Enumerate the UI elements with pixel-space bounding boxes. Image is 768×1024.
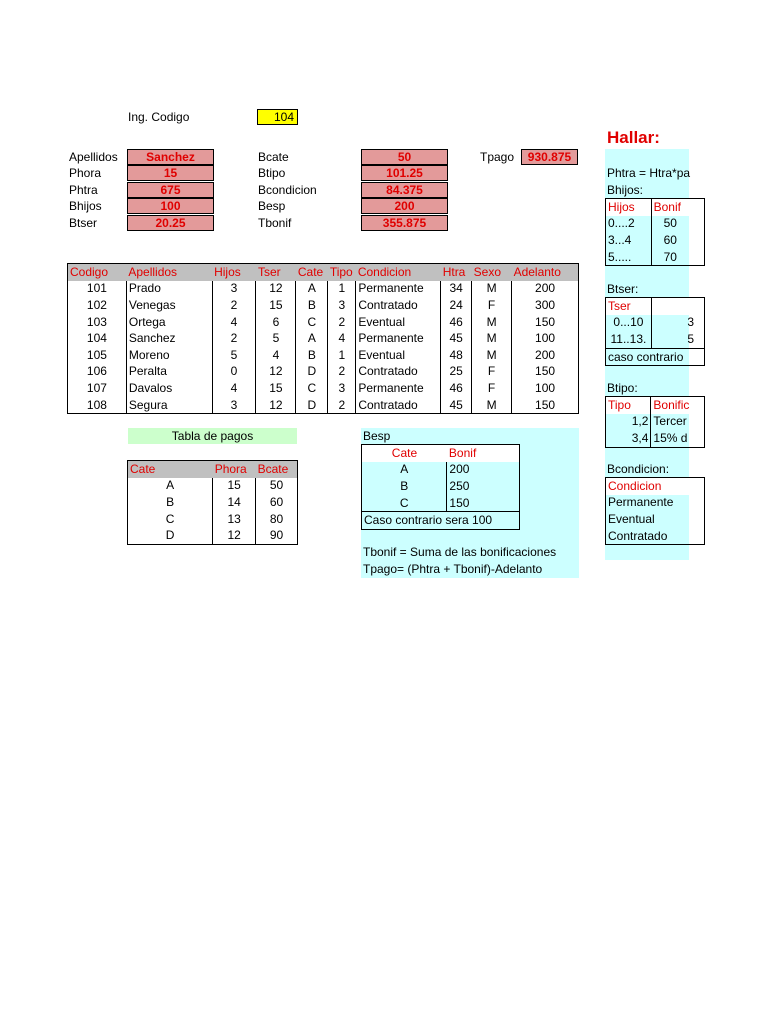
cell[interactable]: 3 xyxy=(212,281,256,298)
result-label: Besp xyxy=(258,199,286,213)
btipo-table xyxy=(605,396,705,448)
tpago-formula: Tpago= (Phtra + Tbonif)-Adelanto xyxy=(363,562,543,576)
cell[interactable]: 50 xyxy=(269,478,284,493)
cell[interactable]: 1,2 xyxy=(606,414,651,431)
col-header: Cate xyxy=(362,445,447,462)
cell[interactable]: 70 xyxy=(663,249,677,264)
cell[interactable]: 3 xyxy=(212,397,256,414)
result-value[interactable]: 355.875 xyxy=(361,215,448,231)
cell[interactable]: 4 xyxy=(212,314,256,331)
table-row xyxy=(68,397,579,414)
cell[interactable]: Segura xyxy=(126,397,212,414)
main-table xyxy=(67,263,579,414)
cell[interactable]: 150 xyxy=(449,495,470,510)
cell[interactable]: 6 xyxy=(256,314,296,331)
table-header-row xyxy=(606,199,705,216)
table-row xyxy=(68,297,579,314)
result-value[interactable]: 101.25 xyxy=(361,165,448,181)
table-row xyxy=(606,430,705,447)
cell[interactable]: 5 xyxy=(212,347,256,364)
cell[interactable]: A xyxy=(128,478,213,495)
cell[interactable]: 46 xyxy=(441,314,472,331)
table-header-row xyxy=(362,445,520,462)
cell[interactable]: Eventual xyxy=(608,511,655,526)
table-row xyxy=(68,364,579,381)
result-label: Apellidos xyxy=(69,150,118,164)
table-row xyxy=(362,512,520,530)
cell[interactable]: D xyxy=(128,527,213,544)
table-row xyxy=(362,462,520,479)
col-header: Tipo xyxy=(606,397,651,414)
result-value[interactable]: 50 xyxy=(361,149,448,165)
cell[interactable]: 3 xyxy=(328,380,356,397)
col-header: Sexo xyxy=(472,264,512,281)
table-row xyxy=(606,511,705,528)
cell[interactable]: 15 xyxy=(213,478,256,495)
cell[interactable]: B xyxy=(296,347,328,364)
btipo-label: Btipo: xyxy=(607,381,638,395)
btser-table xyxy=(605,297,705,366)
cell[interactable]: 50 xyxy=(663,216,677,231)
table-row xyxy=(68,347,579,364)
cell[interactable]: 100 xyxy=(535,380,556,395)
cell[interactable]: 250 xyxy=(449,478,470,493)
bhijos-table xyxy=(605,198,705,266)
pagos-table xyxy=(127,460,298,545)
cell[interactable]: F xyxy=(472,297,512,314)
cell[interactable]: D xyxy=(296,397,328,414)
cell[interactable]: Contratado xyxy=(356,397,441,414)
cell[interactable]: 48 xyxy=(441,347,472,364)
cell[interactable]: 0 xyxy=(212,364,256,381)
pagos-title: Tabla de pagos xyxy=(128,428,297,444)
cell[interactable]: Permanente xyxy=(356,330,441,347)
tbonif-formula: Tbonif = Suma de las bonificaciones xyxy=(363,545,557,559)
cell[interactable]: 100 xyxy=(535,331,556,346)
besp-note: Caso contrario sera 100 xyxy=(364,513,493,528)
table-row xyxy=(606,216,705,233)
table-row xyxy=(606,331,705,348)
cell[interactable]: Permanente xyxy=(356,380,441,397)
col-header: Bonif xyxy=(651,199,704,216)
cell[interactable]: 200 xyxy=(535,347,556,362)
table-row xyxy=(68,314,579,331)
cell[interactable]: 108 xyxy=(68,397,127,414)
table-header-row xyxy=(128,461,298,478)
codigo-input[interactable]: 104 xyxy=(257,109,298,125)
cell[interactable]: 0...10 xyxy=(606,315,652,332)
cell[interactable]: Venegas xyxy=(126,297,212,314)
cell[interactable]: 2 xyxy=(212,297,256,314)
col-header: Cate xyxy=(296,264,328,281)
result-value[interactable]: Sanchez xyxy=(127,149,214,165)
cell[interactable]: 15% d xyxy=(653,430,688,445)
result-label: Btipo xyxy=(258,166,286,180)
cell[interactable]: Contratado xyxy=(356,364,441,381)
table-row xyxy=(606,495,705,512)
bcondicion-label: Bcondicion: xyxy=(607,462,670,476)
table-row xyxy=(606,414,705,431)
tpago-value[interactable]: 930.875 xyxy=(521,149,578,165)
cell[interactable]: B xyxy=(128,494,213,511)
besp-title: Besp xyxy=(363,429,391,443)
cell[interactable]: M xyxy=(472,330,512,347)
cell[interactable]: 45 xyxy=(441,330,472,347)
table-header-row xyxy=(606,478,705,495)
cell[interactable]: 2 xyxy=(328,314,356,331)
cell[interactable]: 5..... xyxy=(606,249,652,266)
cell[interactable]: C xyxy=(296,314,328,331)
col-header: Bonific xyxy=(651,397,705,414)
col-header: Bcate xyxy=(256,461,298,478)
col-header: Condicion xyxy=(606,478,705,495)
cell[interactable]: 3 xyxy=(687,315,694,330)
btser-label: Btser: xyxy=(607,282,639,296)
bhijos-label: Bhijos: xyxy=(607,183,644,197)
col-header: Codigo xyxy=(68,264,127,281)
cell[interactable]: 3,4 xyxy=(606,430,651,447)
cell[interactable]: 46 xyxy=(441,380,472,397)
table-row xyxy=(128,527,298,544)
cell[interactable]: Contratado xyxy=(356,297,441,314)
cell[interactable]: Prado xyxy=(126,281,212,298)
table-row xyxy=(606,528,705,545)
cell[interactable]: Contratado xyxy=(608,528,668,543)
cell[interactable]: 60 xyxy=(663,232,677,247)
tpago-label: Tpago xyxy=(480,150,515,164)
cell[interactable]: Moreno xyxy=(126,347,212,364)
cell[interactable]: C xyxy=(296,380,328,397)
result-value[interactable]: 15 xyxy=(127,165,214,181)
table-row xyxy=(128,478,298,495)
table-row xyxy=(128,494,298,511)
cell[interactable]: 60 xyxy=(269,494,284,509)
cell[interactable]: 102 xyxy=(68,297,127,314)
cell[interactable]: 2 xyxy=(328,364,356,381)
cell[interactable]: 12 xyxy=(256,397,296,414)
cell[interactable]: 150 xyxy=(535,314,556,329)
table-row xyxy=(606,315,705,332)
cell[interactable]: 34 xyxy=(441,281,472,298)
cell[interactable]: B xyxy=(296,297,328,314)
cell[interactable]: 15 xyxy=(256,297,296,314)
cell[interactable]: M xyxy=(472,347,512,364)
cell[interactable]: A xyxy=(296,330,328,347)
table-row xyxy=(128,511,298,528)
result-value[interactable]: 84.375 xyxy=(361,182,448,198)
cell[interactable]: 107 xyxy=(68,380,127,397)
col-header: Tser xyxy=(606,298,652,315)
cell[interactable]: 14 xyxy=(213,494,256,511)
col-header: Tipo xyxy=(328,264,356,281)
cell[interactable]: Peralta xyxy=(126,364,212,381)
cell[interactable]: Sanchez xyxy=(126,330,212,347)
cell[interactable]: 45 xyxy=(441,397,472,414)
cell[interactable]: C xyxy=(362,495,447,512)
cell[interactable]: 106 xyxy=(68,364,127,381)
cell[interactable]: 2 xyxy=(212,330,256,347)
table-row xyxy=(362,495,520,512)
cell[interactable]: 90 xyxy=(269,528,284,543)
cell[interactable]: 5 xyxy=(687,331,694,346)
result-label: Btser xyxy=(69,216,98,230)
cell[interactable]: D xyxy=(296,364,328,381)
table-header-row xyxy=(606,298,705,315)
col-header: Tser xyxy=(256,264,296,281)
cell[interactable]: F xyxy=(472,380,512,397)
result-label: Bcondicion xyxy=(258,183,317,197)
cell[interactable]: 3...4 xyxy=(606,232,652,249)
table-row xyxy=(362,478,520,495)
cell[interactable]: 103 xyxy=(68,314,127,331)
cell[interactable]: 0....2 xyxy=(606,216,652,233)
table-header-row xyxy=(68,264,579,281)
cell[interactable]: 1 xyxy=(328,281,356,298)
result-label: Bhijos xyxy=(69,199,102,213)
phtra-formula: Phtra = Htra*pa xyxy=(607,166,691,180)
cell[interactable]: C xyxy=(128,511,213,528)
cell[interactable]: 12 xyxy=(213,527,256,544)
cell[interactable]: 200 xyxy=(535,281,556,296)
result-label: Phtra xyxy=(69,183,98,197)
col-header: Apellidos xyxy=(126,264,212,281)
col-header: Hijos xyxy=(212,264,256,281)
cell[interactable]: 3 xyxy=(328,297,356,314)
table-row xyxy=(606,348,705,366)
col-header: Adelanto xyxy=(512,264,579,281)
hallar-content xyxy=(605,149,694,560)
cell[interactable]: 25 xyxy=(441,364,472,381)
cell[interactable]: Permanente xyxy=(608,495,674,510)
result-label: Tbonif xyxy=(258,216,292,230)
cell[interactable]: 5 xyxy=(256,330,296,347)
cell[interactable]: Permanente xyxy=(356,281,441,298)
result-value[interactable]: 675 xyxy=(127,182,214,198)
cell[interactable]: 150 xyxy=(535,364,556,379)
table-row xyxy=(68,380,579,397)
btser-note: caso contrario xyxy=(608,349,684,364)
cell[interactable]: M xyxy=(472,314,512,331)
col-header: Htra xyxy=(441,264,472,281)
cell[interactable]: 80 xyxy=(269,511,284,526)
cell[interactable]: 12 xyxy=(256,364,296,381)
col-header: Cate xyxy=(128,461,213,478)
col-header: Phora xyxy=(213,461,256,478)
cell[interactable]: A xyxy=(362,462,447,479)
cell[interactable]: 105 xyxy=(68,347,127,364)
cell[interactable]: 2 xyxy=(328,397,356,414)
cell[interactable]: M xyxy=(472,397,512,414)
cell[interactable]: 150 xyxy=(535,397,556,412)
cell[interactable]: B xyxy=(362,478,447,495)
cell[interactable]: 4 xyxy=(256,347,296,364)
cell[interactable]: 104 xyxy=(68,330,127,347)
cell[interactable]: M xyxy=(472,281,512,298)
result-value[interactable]: 200 xyxy=(361,198,448,214)
cell[interactable]: 200 xyxy=(449,462,470,477)
cell[interactable]: 13 xyxy=(213,511,256,528)
cell[interactable]: 4 xyxy=(328,330,356,347)
table-header-row xyxy=(606,397,705,414)
codigo-label: Ing. Codigo xyxy=(128,110,190,124)
result-value[interactable]: 100 xyxy=(127,198,214,214)
cell[interactable]: 24 xyxy=(441,297,472,314)
cell[interactable]: Ortega xyxy=(126,314,212,331)
cell[interactable]: F xyxy=(472,364,512,381)
cell[interactable]: Eventual xyxy=(356,347,441,364)
table-row xyxy=(606,249,705,266)
cell[interactable]: 11..13. xyxy=(606,331,652,348)
hallar-title: Hallar: xyxy=(607,128,660,147)
cell[interactable]: Eventual xyxy=(356,314,441,331)
col-header: Hijos xyxy=(606,199,652,216)
table-row xyxy=(68,330,579,347)
result-label: Bcate xyxy=(258,150,289,164)
bcondicion-table xyxy=(605,477,705,545)
cell[interactable]: 101 xyxy=(68,281,127,298)
cell[interactable]: 12 xyxy=(256,281,296,298)
cell[interactable]: 4 xyxy=(212,380,256,397)
result-label: Phora xyxy=(69,166,102,180)
cell[interactable]: 1 xyxy=(328,347,356,364)
col-header: Condicion xyxy=(356,264,441,281)
cell[interactable]: Tercer xyxy=(653,414,687,429)
cell[interactable]: 300 xyxy=(535,297,556,312)
cell[interactable]: A xyxy=(296,281,328,298)
result-value[interactable]: 20.25 xyxy=(127,215,214,231)
cell[interactable]: 15 xyxy=(256,380,296,397)
table-row xyxy=(606,232,705,249)
col-header: Bonif xyxy=(447,445,520,462)
cell[interactable]: Davalos xyxy=(126,380,212,397)
table-row xyxy=(68,281,579,298)
besp-table xyxy=(361,444,520,530)
